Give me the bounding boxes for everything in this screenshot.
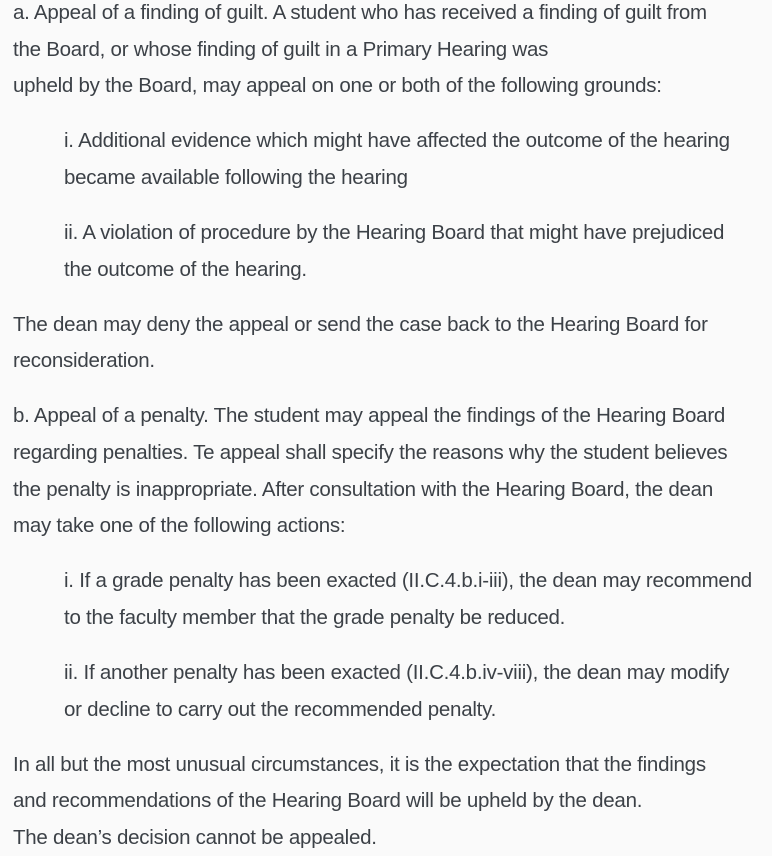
- paragraph-dean-may-deny: [13, 307, 760, 380]
- text-line: i. Additional evidence which might have affected the outcome of the hearing: [64, 129, 730, 153]
- list-item-i-grade-penalty: [64, 563, 760, 636]
- text-line: may take one of the following actions:: [13, 514, 346, 538]
- paragraph-appeal-of-finding-of-guilt: [13, 0, 760, 105]
- list-item-ii-violation-of-procedure: [64, 215, 760, 288]
- text-line: The dean’s decision cannot be appealed.: [13, 825, 377, 849]
- list-item-i-additional-evidence: [64, 123, 760, 196]
- text-line: or decline to carry out the recommended penalty.: [64, 697, 497, 721]
- text-line: ii. If another penalty has been exacted (II.C.4.b.iv-viii), the dean may modify: [64, 660, 730, 684]
- list-item-ii-another-penalty: [64, 655, 760, 728]
- text-line: ii. A violation of procedure by the Hearing Board that might have prejudiced: [64, 220, 725, 244]
- text-line: b. Appeal of a penalty. The student may appeal the findings of the Hearing Board: [13, 404, 726, 428]
- text-line: to the faculty member that the grade penalty be reduced.: [64, 605, 566, 629]
- text-line: a. Appeal of a finding of guilt. A student who has received a finding of guilt from: [13, 1, 707, 24]
- text-line: became available following the hearing: [64, 165, 408, 189]
- text-line: the Board, or whose finding of guilt in a Primary Hearing was: [13, 37, 549, 61]
- paragraph-appeal-of-penalty: [13, 398, 760, 544]
- text-line: regarding penalties. Te appeal shall specify the reasons why the student believes: [13, 440, 728, 464]
- text-line: the outcome of the hearing.: [64, 257, 307, 281]
- paragraph-expectation-and-final-decision: [13, 747, 760, 856]
- text-line: The dean may deny the appeal or send the case back to the Hearing Board for: [13, 312, 708, 336]
- text-line: In all but the most unusual circumstances, it is the expectation that the findings: [13, 752, 706, 776]
- text-line: the penalty is inappropriate. After consultation with the Hearing Board, the dean: [13, 477, 713, 501]
- text-line: and recommendations of the Hearing Board will be upheld by the dean.: [13, 789, 643, 813]
- text-line: upheld by the Board, may appeal on one or both of the following grounds:: [13, 74, 662, 98]
- text-line: i. If a grade penalty has been exacted (II.C.4.b.i-iii), the dean may recommend: [64, 569, 752, 593]
- text-line: reconsideration.: [13, 349, 155, 373]
